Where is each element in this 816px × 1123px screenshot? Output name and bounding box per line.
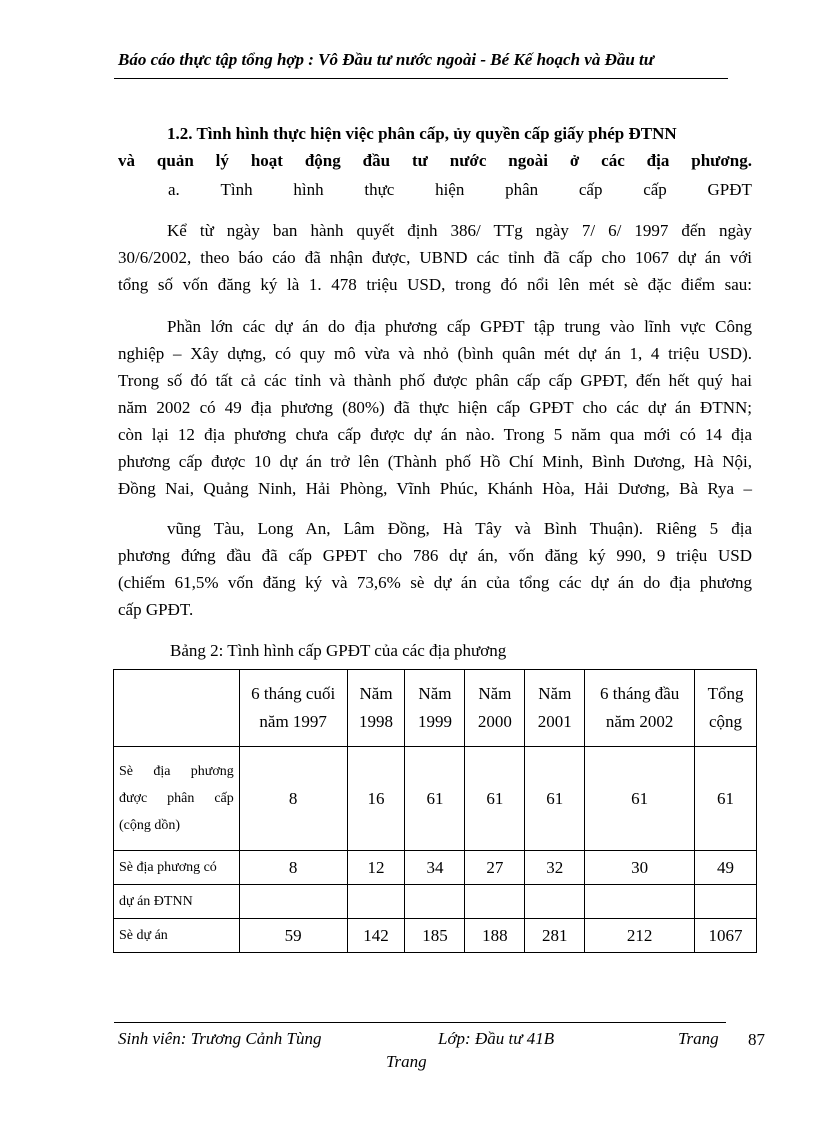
table-cell: 49 xyxy=(695,851,757,885)
table-row xyxy=(114,919,757,953)
table-cell: 61 xyxy=(525,747,585,851)
header-text: Tổng xyxy=(707,684,744,703)
footer-student: Sinh viên: Trương Cảnh Tùng xyxy=(118,1029,322,1048)
subsection-word: phân xyxy=(505,180,539,199)
header-text: Năm xyxy=(538,684,572,703)
header-text: 2000 xyxy=(477,712,512,731)
table-cell: 30 xyxy=(585,851,695,885)
footer-page-label: Trang xyxy=(678,1029,719,1048)
header-text: Năm xyxy=(478,684,512,703)
header-cell-empty xyxy=(114,670,240,747)
section-heading-line-1: 1.2. Tình hình thực hiện việc phân cấp, ủy quyền cấp giấy phép ĐTNN xyxy=(167,124,677,143)
subsection-word: a. xyxy=(168,180,180,199)
paragraph-line: tổng số vốn đăng ký là 1. 478 triệu USD, trong đó nổi lên mét sè đặc điểm sau: xyxy=(118,275,752,294)
header-text: 1998 xyxy=(359,712,394,731)
paragraph-line: Kể từ ngày ban hành quyết định 386/ TTg ngày 7/ 6/ 1997 đến ngày xyxy=(167,221,752,240)
row-label-text: Sè địa phương xyxy=(119,764,234,779)
header-cell xyxy=(405,670,465,747)
header-cell xyxy=(525,670,585,747)
table-cell-empty xyxy=(239,885,347,919)
header-text: cộng xyxy=(708,712,743,731)
table-cell: 142 xyxy=(347,919,405,953)
table-cell-empty xyxy=(525,885,585,919)
header-cell xyxy=(695,670,757,747)
header-text: 2001 xyxy=(537,712,572,731)
section-heading-line-2: và quản lý hoạt động đầu tư nước ngoài ở các địa phương. xyxy=(118,151,752,170)
row-label-text: được phân cấp xyxy=(119,791,234,806)
subsection-word: hình xyxy=(293,180,324,199)
table-row xyxy=(114,851,757,885)
table-cell: 212 xyxy=(585,919,695,953)
table-cell-empty xyxy=(405,885,465,919)
table-cell: 12 xyxy=(347,851,405,885)
running-header: Báo cáo thực tập tổng hợp : Vô Đầu tư nước ngoài - Bé Kế hoạch và Đầu tư xyxy=(118,50,654,69)
table-cell: 188 xyxy=(465,919,525,953)
paragraph-3 xyxy=(118,515,752,623)
table-cell: 27 xyxy=(465,851,525,885)
subsection-word: hiện xyxy=(435,180,465,199)
header-text: 6 tháng cuối xyxy=(251,684,336,703)
footer-page-label-2: Trang xyxy=(386,1052,427,1071)
footer-rule xyxy=(114,1022,726,1023)
paragraph-line: nghiệp – Xây dựng, có quy mô vừa và nhỏ (bình quân mét dự án 1, 4 triệu USD). xyxy=(118,344,752,363)
table-cell: 185 xyxy=(405,919,465,953)
table-cell: 61 xyxy=(465,747,525,851)
row-label: Sè địa phương có xyxy=(114,851,240,885)
section-heading xyxy=(118,120,752,174)
table-cell-empty xyxy=(347,885,405,919)
table-cell-empty xyxy=(585,885,695,919)
paragraph-line: Phần lớn các dự án do địa phương cấp GPĐT tập trung vào lĩnh vực Công xyxy=(167,317,752,336)
table-header-row xyxy=(114,670,757,747)
row-label: dự án ĐTNN xyxy=(114,885,240,919)
paragraph-line: vũng Tàu, Long An, Lâm Đồng, Hà Tây và Bình Thuận). Riêng 5 địa xyxy=(167,519,752,538)
paragraph-line: Đồng Nai, Quảng Ninh, Hải Phòng, Vĩnh Phúc, Khánh Hòa, Hải Dương, Bà Rya – xyxy=(118,479,752,498)
row-label-text: (cộng dồn) xyxy=(119,818,181,833)
subsection-word: cấp xyxy=(643,180,667,199)
paragraph-line: (chiếm 61,5% vốn đăng ký và 73,6% sè dự án của tổng các dự án do địa phương xyxy=(118,573,752,592)
page-number: 87 xyxy=(748,1030,765,1049)
subsection-word: thực xyxy=(364,180,395,199)
paragraph-line: phương cấp được 10 dự án trở lên (Thành phố Hồ Chí Minh, Bình Dương, Hà Nội, xyxy=(118,452,752,471)
table-cell: 32 xyxy=(525,851,585,885)
paragraph-line: cấp GPĐT. xyxy=(118,600,194,619)
header-text: Năm xyxy=(359,684,393,703)
subsection-heading xyxy=(168,180,752,200)
table-cell: 281 xyxy=(525,919,585,953)
table-row xyxy=(114,747,757,851)
table-cell: 8 xyxy=(239,851,347,885)
header-text: năm 1997 xyxy=(259,712,327,731)
footer-class: Lớp: Đầu tư 41B xyxy=(438,1029,555,1048)
table-caption: Bảng 2: Tình hình cấp GPĐT của các địa phương xyxy=(170,641,507,660)
table-cell-empty xyxy=(695,885,757,919)
table-cell: 59 xyxy=(239,919,347,953)
subsection-word: cấp xyxy=(578,180,603,199)
table-cell: 1067 xyxy=(695,919,757,953)
header-text: 6 tháng đầu xyxy=(599,684,680,703)
paragraph-line: còn lại 12 địa phương chưa cấp được dự án nào. Trong 5 năm qua mới có 14 địa xyxy=(118,425,752,444)
licensing-table xyxy=(113,669,757,953)
table-row xyxy=(114,885,757,919)
header-text: Năm xyxy=(418,684,452,703)
header-cell xyxy=(585,670,695,747)
subsection-word: GPĐT xyxy=(707,180,752,199)
paragraph-line: năm 2002 có 49 địa phương (80%) đã thực hiện cấp GPĐT cho các dự án ĐTNN; xyxy=(118,398,752,417)
header-text: năm 2002 xyxy=(605,712,674,731)
table-cell-empty xyxy=(465,885,525,919)
header-rule xyxy=(114,78,728,79)
paragraph-line: 30/6/2002, theo báo cáo đã nhận được, UBND các tỉnh đã cấp cho 1067 dự án với xyxy=(118,248,752,267)
table-cell: 34 xyxy=(405,851,465,885)
header-cell xyxy=(239,670,347,747)
paragraph-line: phương đứng đầu đã cấp GPĐT cho 786 dự án, vốn đăng ký 990, 9 triệu USD xyxy=(118,546,752,565)
paragraph-1 xyxy=(118,217,752,298)
table-cell: 61 xyxy=(405,747,465,851)
row-label: Sè dự án xyxy=(114,919,240,953)
header-cell xyxy=(465,670,525,747)
header-text: 1999 xyxy=(417,712,452,731)
table-cell: 16 xyxy=(347,747,405,851)
paragraph-line: Trong số đó tất cả các tỉnh và thành phố được phân cấp cấp GPĐT, đến hết quý hai xyxy=(118,371,752,390)
paragraph-2 xyxy=(118,313,752,502)
subsection-word: Tình xyxy=(220,180,253,199)
table-cell: 61 xyxy=(585,747,695,851)
header-cell xyxy=(347,670,405,747)
row-label xyxy=(114,747,240,851)
table-cell: 8 xyxy=(239,747,347,851)
table-cell: 61 xyxy=(695,747,757,851)
